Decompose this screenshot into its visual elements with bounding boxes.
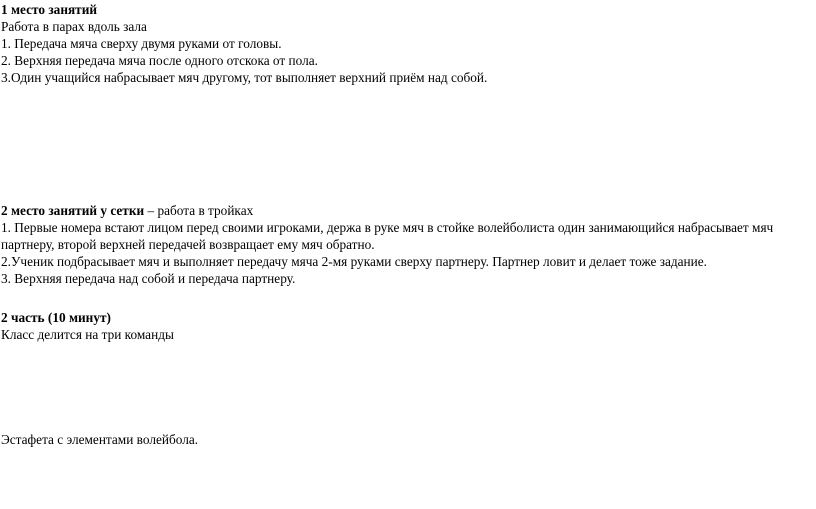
section-1-item-2: 2. Верхняя передача мяча после одного отскока от пола. (1, 53, 318, 68)
section-3 (1, 309, 813, 343)
section-1-item-1: 1. Передача мяча сверху двумя руками от головы. (1, 36, 282, 51)
relay-section (1, 431, 813, 448)
section-2-heading-line (1, 202, 813, 219)
section-2-heading-rest: – работа в тройках (144, 203, 254, 218)
relay-text: Эстафета с элементами волейбола. (1, 432, 199, 447)
section-1-subtitle: Работа в парах вдоль зала (1, 19, 147, 34)
section-2-item-3: 3. Верхняя передача над собой и передача партнеру. (1, 271, 296, 286)
section-3-subtitle: Класс делится на три команды (1, 327, 174, 342)
section-1 (1, 1, 813, 86)
section-3-heading: 2 часть (10 минут) (1, 310, 111, 325)
section-2-heading: 2 место занятий у сетки (1, 203, 145, 218)
section-2 (1, 202, 813, 287)
section-1-item-3: 3.Один учащийся набрасывает мяч другому, тот выполняет верхний приём над собой. (1, 70, 488, 85)
section-2-item-2: 2.Ученик подбрасывает мяч и выполняет передачу мяча 2-мя руками сверху партнеру. Партнер ловит и делает тоже задание. (1, 254, 707, 269)
section-1-heading: 1 место занятий (1, 2, 98, 17)
section-2-item-1: 1. Первые номера встают лицом перед своими игроками, держа в руке мяч в стойке волейболиста один занимающийся набрасывает мяч партнеру, второй верхней передачей возвращает ему мяч обратно. (1, 220, 774, 252)
